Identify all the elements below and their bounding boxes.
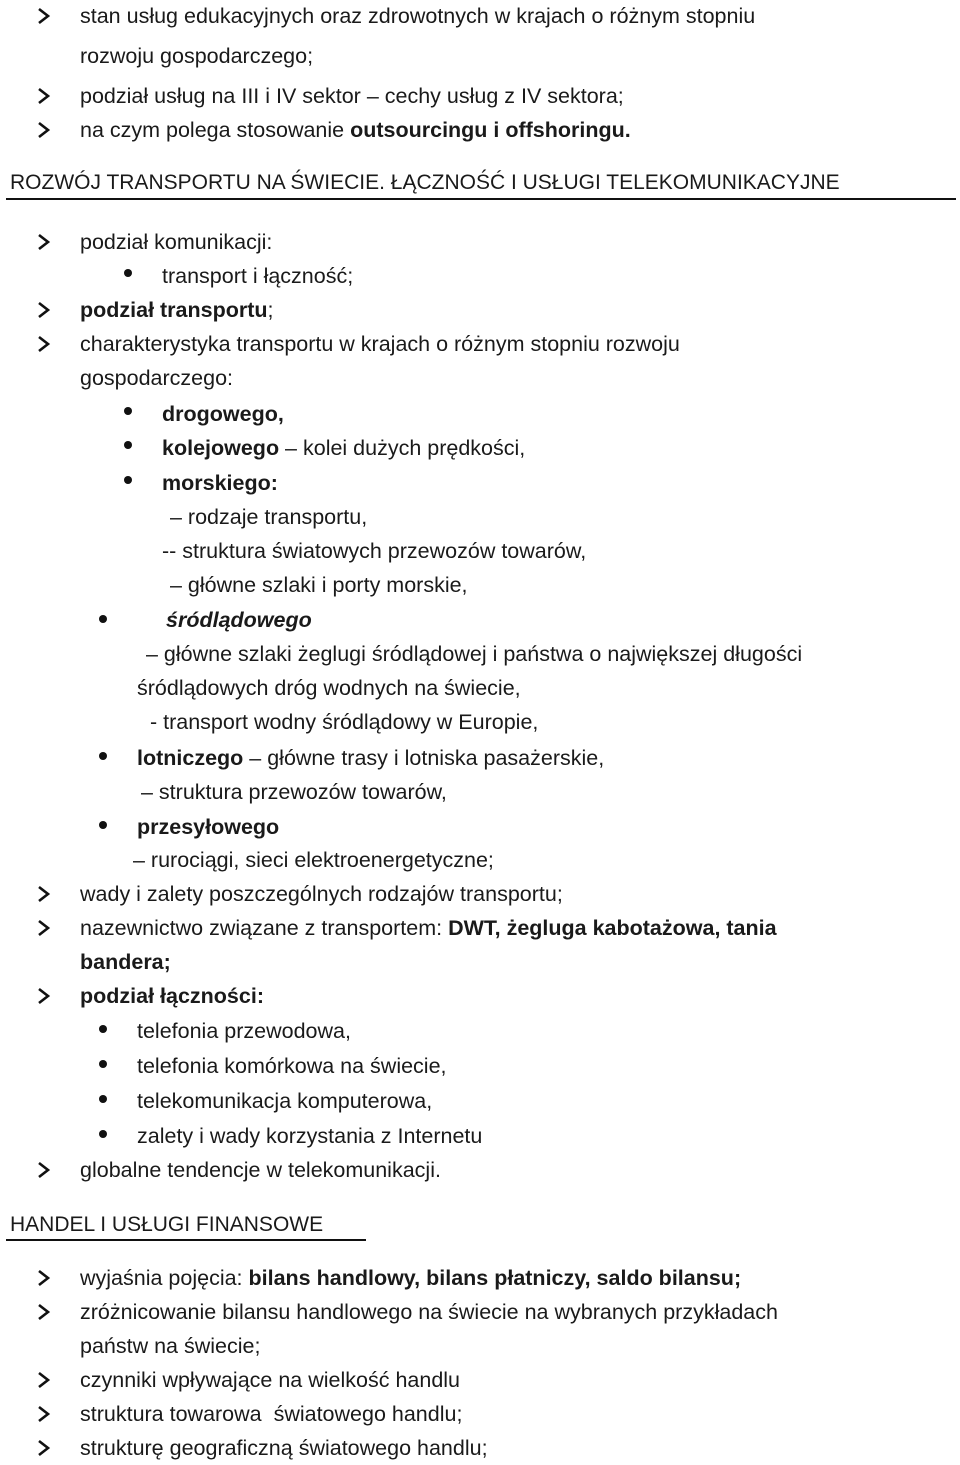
list-item: podział usług na III i IV sektor – cechy usług z IV sektora; <box>80 84 624 108</box>
round-bullet-icon <box>99 1095 107 1103</box>
list-item: strukturę geograficzną światowego handlu; <box>80 1436 488 1460</box>
list-item: podział transportu; <box>80 298 274 322</box>
arrow-bullet-icon <box>34 1404 54 1424</box>
round-bullet-icon <box>99 821 107 829</box>
detail-line: – główne szlaki żeglugi śródlądowej i państwa o największej długości <box>146 642 803 666</box>
detail-line: śródlądowych dróg wodnych na świecie, <box>137 676 521 700</box>
arrow-bullet-icon <box>34 884 54 904</box>
list-item: wyjaśnia pojęcia: bilans handlowy, bilans płatniczy, saldo bilansu; <box>80 1266 742 1290</box>
arrow-bullet-icon <box>34 918 54 938</box>
arrow-bullet-icon <box>34 86 54 106</box>
round-bullet-icon <box>124 441 132 449</box>
detail-line: – główne szlaki i porty morskie, <box>170 573 468 597</box>
arrow-bullet-icon <box>34 1370 54 1390</box>
list-item-continuation: państw na świecie; <box>80 1334 261 1358</box>
list-item: wady i zalety poszczególnych rodzajów transportu; <box>80 882 563 906</box>
round-bullet-icon <box>99 752 107 760</box>
round-bullet-icon <box>124 476 132 484</box>
round-bullet-icon <box>99 615 107 623</box>
list-item: stan usług edukacyjnych oraz zdrowotnych w krajach o różnym stopniu <box>80 4 756 28</box>
arrow-bullet-icon <box>34 6 54 26</box>
list-item: charakterystyka transportu w krajach o różnym stopniu rozwoju <box>80 332 680 356</box>
arrow-bullet-icon <box>34 1438 54 1458</box>
list-item: podział komunikacji: <box>80 230 273 254</box>
round-bullet-icon <box>99 1130 107 1138</box>
sub-item: telefonia przewodowa, <box>137 1019 351 1043</box>
sub-item: śródlądowego <box>166 608 312 632</box>
round-bullet-icon <box>124 269 132 277</box>
round-bullet-icon <box>99 1060 107 1068</box>
list-item: podział łączności: <box>80 984 264 1008</box>
sub-item: transport i łączność; <box>162 264 354 288</box>
arrow-bullet-icon <box>34 334 54 354</box>
sub-item: telekomunikacja komputerowa, <box>137 1089 433 1113</box>
list-item: na czym polega stosowanie outsourcingu i offshoringu. <box>80 118 631 142</box>
list-item-continuation: rozwoju gospodarczego; <box>80 44 314 68</box>
detail-line: -- struktura światowych przewozów towarów, <box>162 539 587 563</box>
arrow-bullet-icon <box>34 300 54 320</box>
list-item-continuation: gospodarczego: <box>80 366 233 390</box>
sub-item: przesyłowego <box>137 815 280 839</box>
list-item: zróżnicowanie bilansu handlowego na świecie na wybranych przykładach <box>80 1300 778 1324</box>
detail-line: - transport wodny śródlądowy w Europie, <box>150 710 539 734</box>
sub-item: zalety i wady korzystania z Internetu <box>137 1124 483 1148</box>
arrow-bullet-icon <box>34 1302 54 1322</box>
detail-line: – rodzaje transportu, <box>170 505 368 529</box>
sub-item: lotniczego – główne trasy i lotniska pasażerskie, <box>137 746 605 770</box>
list-item: nazewnictwo związane z transportem: DWT, żegluga kabotażowa, tania <box>80 916 777 940</box>
arrow-bullet-icon <box>34 986 54 1006</box>
round-bullet-icon <box>124 407 132 415</box>
list-item: globalne tendencje w telekomunikacji. <box>80 1158 441 1182</box>
sub-item: telefonia komórkowa na świecie, <box>137 1054 447 1078</box>
detail-line: – rurociągi, sieci elektroenergetyczne; <box>133 848 494 872</box>
section-heading: HANDEL I USŁUGI FINANSOWE <box>10 1213 324 1236</box>
sub-item: morskiego: <box>162 471 278 495</box>
arrow-bullet-icon <box>34 1268 54 1288</box>
sub-item: kolejowego – kolei dużych prędkości, <box>162 436 526 460</box>
list-item: struktura towarowa światowego handlu; <box>80 1402 463 1426</box>
arrow-bullet-icon <box>34 1160 54 1180</box>
arrow-bullet-icon <box>34 232 54 252</box>
arrow-bullet-icon <box>34 120 54 140</box>
list-item: czynniki wpływające na wielkość handlu <box>80 1368 461 1392</box>
list-item-continuation: bandera; <box>80 950 171 974</box>
heading-underline <box>6 1239 366 1241</box>
sub-item: drogowego, <box>162 402 284 426</box>
section-heading: ROZWÓJ TRANSPORTU NA ŚWIECIE. ŁĄCZNOŚĆ I USŁUGI TELEKOMUNIKACYJNE <box>10 171 840 194</box>
detail-line: – struktura przewozów towarów, <box>141 780 447 804</box>
round-bullet-icon <box>99 1025 107 1033</box>
heading-underline <box>6 198 956 200</box>
